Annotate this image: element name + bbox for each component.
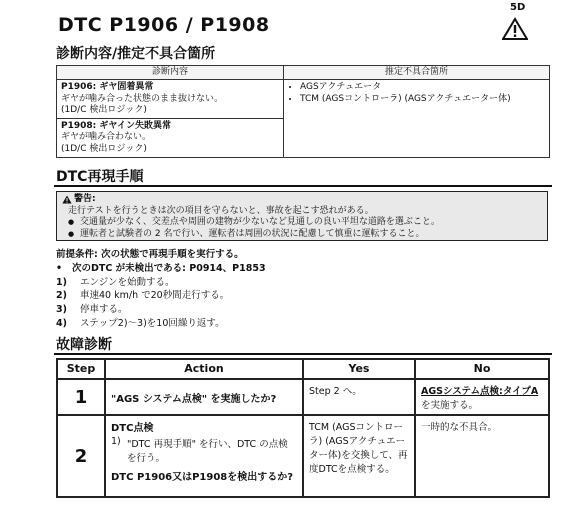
substep-text: "DTC 再現手順" を行い、DTC の点検を行う。 bbox=[127, 439, 288, 464]
warning-title: 警告: bbox=[74, 194, 96, 204]
fault-diagnosis-table bbox=[56, 358, 550, 498]
action-cell bbox=[105, 379, 303, 415]
warning-intro: 走行テストを行うときは次の項目を守らないと、事故を起こす恐れがある。 bbox=[68, 205, 374, 216]
step-text: エンジンを始動する。 bbox=[80, 276, 175, 288]
step-text: 停車する。 bbox=[80, 304, 128, 316]
diag-col-content: 診断内容 bbox=[57, 66, 284, 80]
step-cell: 2 bbox=[57, 415, 105, 497]
fault-heading: 故障診断 bbox=[56, 337, 112, 353]
page-number: 5D bbox=[510, 2, 526, 13]
step-number: 1) bbox=[56, 276, 67, 288]
yes-cell: Step 2 へ。 bbox=[303, 379, 415, 415]
diag-cell-p1906 bbox=[57, 80, 284, 119]
cause-item: • AGSアクチュエータ bbox=[300, 82, 545, 93]
diag-cell-p1908 bbox=[57, 119, 284, 158]
action-title: DTC点検 bbox=[111, 423, 154, 434]
col-action: Action bbox=[105, 359, 303, 379]
diagnosis-table bbox=[56, 65, 550, 158]
step-text: 車速40 km/h で20秒間走行する。 bbox=[80, 290, 230, 302]
table-row bbox=[57, 379, 549, 415]
action-cell bbox=[105, 415, 303, 497]
repro-step bbox=[56, 317, 266, 331]
diag-col-cause: 推定不具合箇所 bbox=[284, 66, 550, 80]
step-cell: 1 bbox=[57, 379, 105, 415]
diagnosis-heading: 診断内容/推定不具合箇所 bbox=[56, 46, 216, 62]
action-substep bbox=[111, 436, 297, 464]
precondition-text: 前提条件: 次の状態で再現手順を実行する。 bbox=[56, 249, 244, 260]
dtc-logic: (1D/C 検出ロジック) bbox=[61, 104, 147, 115]
no-cell: 一時的な不具合。 bbox=[415, 415, 549, 497]
table-row bbox=[57, 415, 549, 497]
no-cell-text: を実施する。 bbox=[421, 400, 479, 411]
step-text: ステップ2)〜3)を10回繰り返す。 bbox=[80, 317, 225, 329]
warning-small-icon bbox=[62, 195, 72, 204]
precondition-item: • 次のDTC が未検出である: P0914、P1853 bbox=[56, 262, 266, 274]
col-no: No bbox=[415, 359, 549, 379]
dtc-logic: (1D/C 検出ロジック) bbox=[61, 143, 147, 154]
section-divider bbox=[54, 185, 552, 187]
page-title: DTC P1906 / P1908 bbox=[58, 14, 270, 36]
repro-step bbox=[56, 289, 266, 303]
precondition-block bbox=[56, 248, 266, 331]
no-cell bbox=[415, 379, 549, 415]
cause-item: • TCM (AGSコントローラ) (AGSアクチュエーター体) bbox=[300, 94, 545, 105]
col-step: Step bbox=[57, 359, 105, 379]
ags-check-link[interactable]: AGSシステム点検:タイプA bbox=[421, 386, 539, 397]
dtc-code-label: P1906: ギヤ固着異常 bbox=[61, 82, 154, 93]
warning-triangle-icon bbox=[502, 17, 528, 41]
dtc-description: ギヤが噛み合った状態のまま抜けない。 bbox=[61, 93, 224, 104]
action-question: "AGS システム点検" を実施したか? bbox=[111, 393, 277, 405]
precondition-item-text: 次のDTC が未検出である: P0914、P1853 bbox=[72, 262, 266, 274]
substep-number: 1) bbox=[111, 436, 121, 447]
dtc-code-label: P1908: ギヤイン失敗異常 bbox=[61, 121, 172, 131]
step-number: 3) bbox=[56, 304, 67, 316]
diag-cell-causes bbox=[284, 80, 550, 158]
repro-heading: DTC再現手順 bbox=[56, 169, 144, 185]
section-divider bbox=[54, 353, 552, 355]
warning-item: ● 交通量が少なく、交差点や周囲の建物が少ないなど見通しの良い平坦な道路を選ぶこと。 bbox=[62, 217, 542, 229]
yes-cell: TCM (AGSコントローラ) (AGSアクチュエーター体)を交換して、再度DTCを点検する。 bbox=[303, 415, 415, 497]
repro-step bbox=[56, 276, 266, 290]
repro-step bbox=[56, 303, 266, 317]
warning-box bbox=[56, 191, 548, 241]
dtc-description: ギヤが噛み合わない。 bbox=[61, 132, 152, 143]
col-yes: Yes bbox=[303, 359, 415, 379]
step-number: 2) bbox=[56, 290, 67, 302]
action-question: DTC P1906又はP1908を検出するか? bbox=[111, 472, 294, 483]
step-number: 4) bbox=[56, 317, 67, 329]
warning-item: ● 運転者と試験者の 2 名で行い、運転者は周囲の状況に配慮して慎重に運転すること。 bbox=[62, 229, 542, 241]
